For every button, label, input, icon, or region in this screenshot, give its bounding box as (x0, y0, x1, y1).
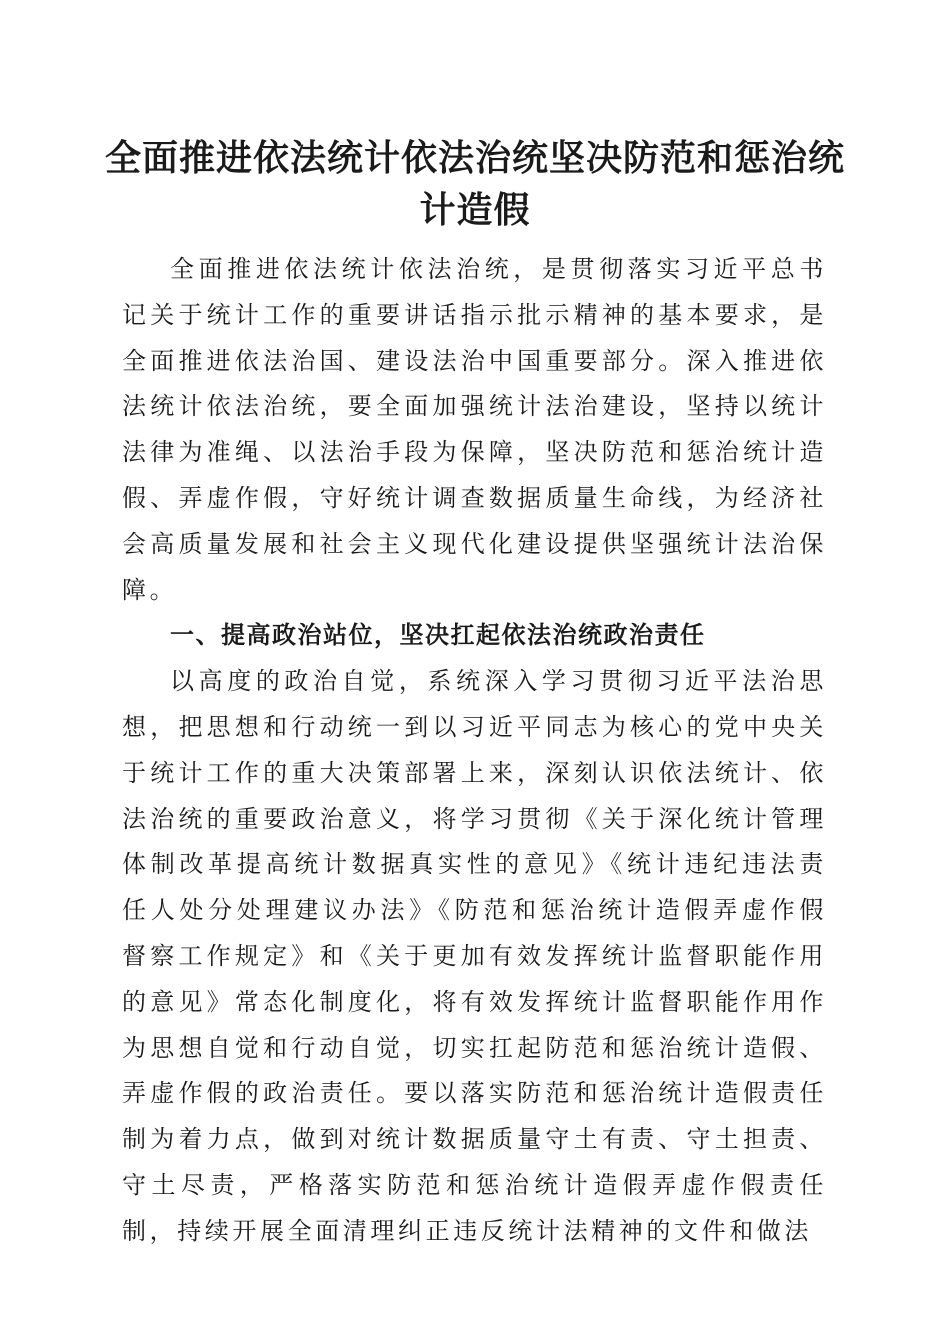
intro-paragraph: 全面推进依法统计依法治统，是贯彻落实习近平总书记关于统计工作的重要讲话指示批示精神的基本要求，是全面推进依法治国、建设法治中国重要部分。深入推进依法统计依法治统，要全面加强统计法治建设，坚持以统计法律为准绳、以法治手段为保障，坚决防范和惩治统计造假、弄虚作假，守好统计调查数据质量生命线，为经济社会高质量发展和社会主义现代化建设提供坚强统计法治保障。 (122, 255, 827, 604)
section-paragraph: 以高度的政治自觉，系统深入学习贯彻习近平法治思想，把思想和行动统一到以习近平同志为核心的党中央关于统计工作的重大决策部署上来，深刻认识依法统计、依法治统的重要政治意义，将学习贯彻《关于深化统计管理体制改革提高统计数据真实性的意见》《统计违纪违法责任人处分处理建议办法》《防范和惩治统计造假弄虚作假督察工作规定》和《关于更加有效发挥统计监督职能作用的意见》常态化制度化，将有效发挥统计监督职能作用作为思想自觉和行动自觉，切实扛起防范和惩治统计造假、弄虚作假的政治责任。要以落实防范和惩治统计造假责任制为着力点，做到对统计数据质量守土有责、守土担责、守土尽责，严格落实防范和惩治统计造假弄虚作假责任制，持续开展全面清理纠正违反统计法精神的文件和做法 (122, 667, 827, 1245)
section-heading: 一、提高政治站位，坚决扛起依法治统政治责任 (170, 621, 706, 650)
document-title: 全面推进依法统计依法治统坚决防范和惩治统计造假 (104, 137, 845, 231)
document-body (122, 247, 827, 1255)
